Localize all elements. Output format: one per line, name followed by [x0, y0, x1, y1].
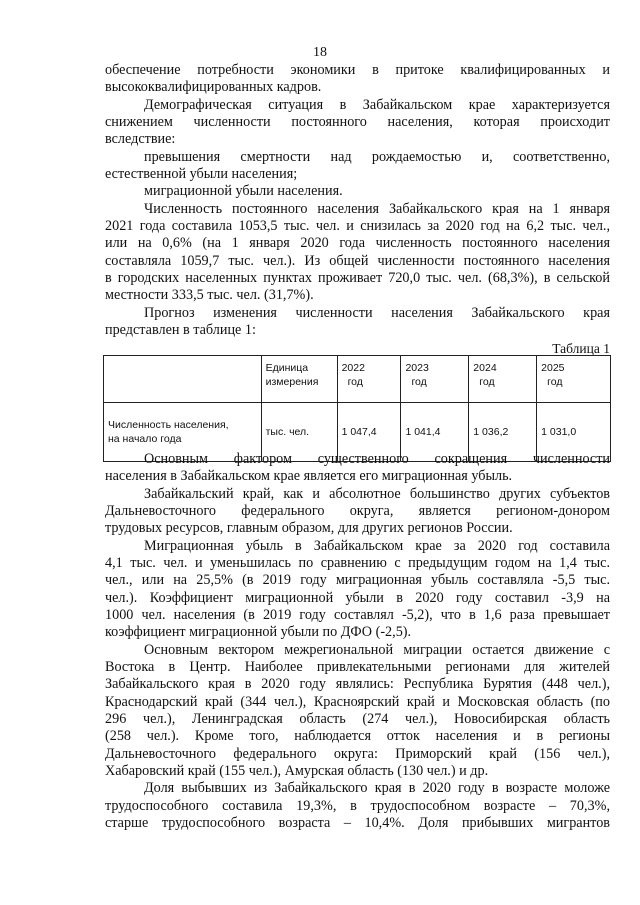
year-label: 2025 — [541, 362, 565, 374]
text-line: коэффициент миграционной убыли по ДФО (-2,5). — [105, 624, 412, 640]
table-header-year — [537, 356, 611, 403]
text-line: 1000 чел. населения (в 2019 году составлял -5,2), что в 1,6 раза превышает — [105, 607, 610, 623]
text-line: чел., или на 25,5% (в 2019 году миграционная убыль составляла -5,5 тыс. — [105, 572, 610, 588]
text-line: (258 чел.). Кроме того, наблюдается отток населения и в регионы — [105, 728, 610, 744]
year-suffix: год — [547, 376, 563, 388]
text-line: высококвалифицированных кадров. — [105, 79, 322, 95]
text-line: Дальневосточного федерального округа, является регионом-донором — [105, 503, 610, 519]
year-suffix: год — [479, 376, 495, 388]
text-line: обеспечение потребности экономики в притоке квалифицированных и — [105, 62, 610, 78]
text-line: в городских населенных пунктах проживает 720,0 тыс. чел. (68,3%), в сельской — [105, 270, 610, 286]
row-value: 1 031,0 — [537, 403, 611, 462]
text-line: Дальневосточного федерального округа: Приморский край (156 чел.), — [105, 746, 610, 762]
text-line: Забайкальского края в 2020 году являлись: Республика Бурятия (448 чел.), — [105, 676, 610, 692]
text-line: Доля выбывших из Забайкальского края в 2020 году в возрасте моложе — [144, 780, 610, 796]
text-line: снижением численности постоянного населения, которая происходит — [105, 114, 610, 130]
year-suffix: год — [411, 376, 427, 388]
unit-header-line2: измерения — [265, 376, 319, 388]
text-line: представлен в таблице 1: — [105, 322, 256, 338]
text-line: Хабаровский край (155 чел.), Амурская область (130 чел.) и др. — [105, 763, 489, 779]
text-line: миграционной убыли населения. — [144, 183, 343, 199]
row-label-line1: Численность населения, — [108, 419, 229, 431]
text-line: 296 чел.), Ленинградская область (274 чел.), Новосибирская область — [105, 711, 610, 727]
population-forecast-table — [103, 355, 611, 462]
text-line: Демографическая ситуация в Забайкальском крае характеризуется — [144, 97, 610, 113]
page-number: 18 — [313, 45, 327, 60]
text-line: вследствие: — [105, 131, 176, 147]
table-header-year — [337, 356, 401, 403]
row-value: 1 047,4 — [337, 403, 401, 462]
text-line: старше трудоспособного возраста – 10,4%. Доля прибывших мигрантов — [105, 815, 610, 831]
text-line: трудовых ресурсов, главным образом, для других регионов России. — [105, 520, 513, 536]
text-line: Основным фактором существенного сокращения численности — [144, 451, 610, 467]
year-label: 2024 — [473, 362, 497, 374]
row-label-line2: на начало года — [108, 433, 182, 445]
table-header-year — [401, 356, 469, 403]
text-line: Краснодарский край (344 чел.), Красноярский край и Московская область (по — [105, 694, 610, 710]
row-unit: тыс. чел. — [261, 403, 337, 462]
table-header-row — [104, 356, 611, 403]
row-value: 1 036,2 — [469, 403, 537, 462]
text-line: Основным вектором межрегиональной миграции остается движение с — [144, 642, 610, 658]
text-line: Миграционная убыль в Забайкальском крае за 2020 год составила — [144, 538, 610, 554]
year-label: 2023 — [405, 362, 429, 374]
table-caption: Таблица 1 — [552, 341, 610, 356]
year-suffix: год — [347, 376, 363, 388]
text-line: Прогноз изменения численности населения Забайкальского края — [144, 305, 610, 321]
text-line: или на 0,6% (на 1 января 2020 года численность постоянного населения — [105, 235, 610, 251]
row-value: 1 041,4 — [401, 403, 469, 462]
text-line: Востока в Центр. Наиболее привлекательными регионами для жителей — [105, 659, 610, 675]
text-line: местности 333,5 тыс. чел. (31,7%). — [105, 287, 314, 303]
text-line: 2021 года составила 1053,5 тыс. чел. и снизилась за 2020 год на 6,2 тыс. чел., — [105, 218, 610, 234]
text-line: чел.). Коэффициент миграционной убыли в 2020 году составил -3,9 на — [105, 590, 610, 606]
year-label: 2022 — [341, 362, 365, 374]
text-line: превышения смертности над рождаемостью и, соответственно, — [144, 149, 610, 165]
text-line: составляла 1059,7 тыс. чел.). Из общей численности постоянного населения — [105, 253, 610, 269]
text-line: населения в Забайкальском крае является его миграционная убыль. — [105, 468, 513, 484]
table-header-year — [469, 356, 537, 403]
table-header-empty — [104, 356, 262, 403]
text-line: Забайкальский край, как и абсолютное большинство других субъектов — [144, 486, 610, 502]
table-header-unit — [261, 356, 337, 403]
text-line: естественной убыли населения; — [105, 166, 298, 182]
text-line: 4,1 тыс. чел. и уменьшилась по сравнению с предыдущим годом на 1,4 тыс. — [105, 555, 610, 571]
unit-header-line1: Единица — [265, 362, 309, 374]
text-line: Численность постоянного населения Забайкальского края на 1 января — [144, 201, 610, 217]
text-line: трудоспособного составила 19,3%, в трудоспособном возрасте – 70,3%, — [105, 798, 610, 814]
